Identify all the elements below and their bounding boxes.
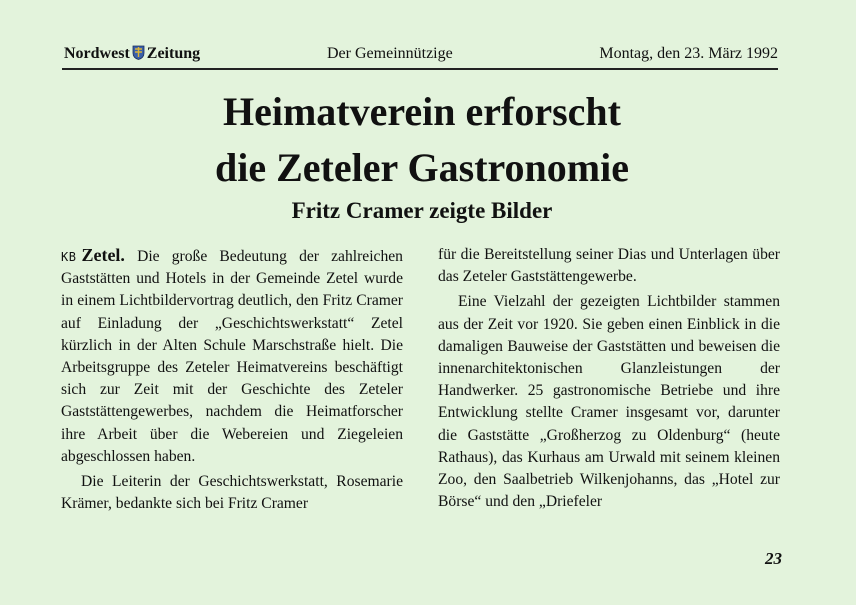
coat-of-arms-icon [132,45,145,60]
article-paragraph-1 [61,244,403,468]
article-paragraph-2: Die Leiterin der Geschichtswerkstatt, Rosemarie Krämer, bedankte sich bei Fritz Cramer [61,473,403,513]
page-number: 23 [765,549,782,568]
headline-line-1: Heimatverein erforscht [223,89,621,134]
article-subheadline: Fritz Cramer zeigte Bilder [291,198,553,223]
newspaper-name-part1: Nordwest [64,45,130,62]
issue-date: Montag, den 23. März 1992 [599,45,778,62]
article-paragraph-3: für die Bereitstellung seiner Dias und Unterlagen über das Zeteler Gaststättengewerbe. [438,246,780,286]
section-name: Der Gemeinnützige [327,45,453,62]
article-column-right [438,244,780,513]
article-paragraph-4: Eine Vielzahl der gezeigten Lichtbilder stammen aus der Zeit vor 1920. Sie geben einen Einblick in die damaligen Bauweise der Gaststätten und beweisen die innenarchitektonischen Glanzleistungen der Handwerker. 25 gastronomische Betriebe und ihre Entwicklung stellte Cramer insgesamt vor, darunter die Gaststätte „Großherzog zu Oldenburg“ (heute Rathaus), das Kurhaus am Urwald mit seinem kleinen Zoo, den Saalbetrieb Wilkenjohanns, das „Hotel zur Börse“ und den „Driefeler [438,293,780,511]
headline-line-2: die Zeteler Gastronomie [215,145,629,190]
newspaper-name [64,45,200,63]
masthead [62,42,778,70]
paragraph-1-text: Die große Bedeutung der zahlreichen Gaststätten und Hotels in der Gemeinde Zetel wurde in einem Lichtbildervortrag deutlich, den Fritz Cramer auf Einladung der „Geschichtswerkstatt“ Zetel kürzlich in der Alten Schule Marschstraße hielt. Die Arbeitsgruppe des Zeteler Heimatvereins beschäftigt sich zur Zeit mit der Geschichte des Zeteler Gaststättengewerbes, nachdem die Heimatforscher ihre Arbeit über die Webereien und Ziegeleien abgeschlossen haben. [61,248,403,465]
article-column-left [61,244,403,515]
article-headline [62,84,782,196]
newspaper-name-part2: Zeitung [146,45,201,62]
dateline: Zetel. [81,245,125,265]
author-initials: KB [61,250,77,264]
